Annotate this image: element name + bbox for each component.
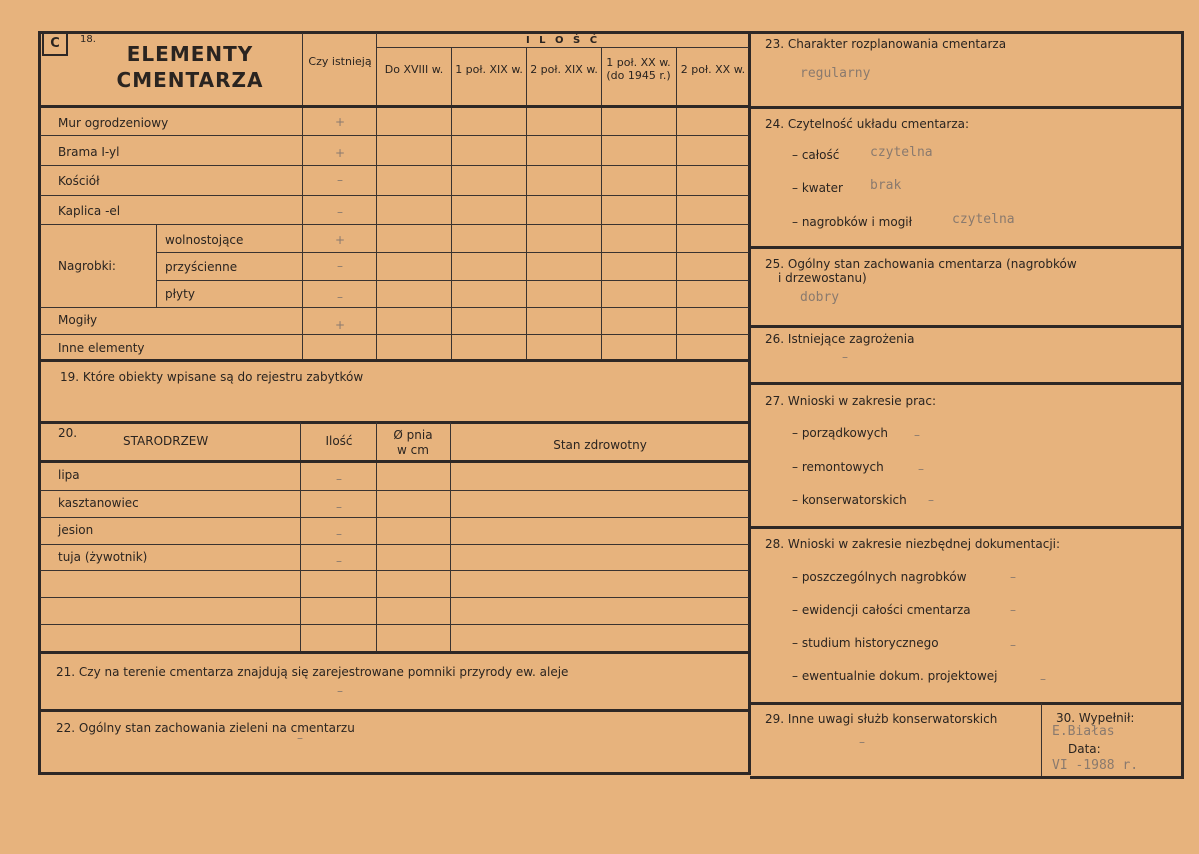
docs-whole-label: – ewidencji całości cmentarza [792,603,971,617]
tree-label-thuja: tuja (żywotnik) [58,550,148,564]
nagrobki-label: Nagrobki: [58,259,116,273]
section-21-text: 21. Czy na terenie cmentarza znajdują się zarejestrowane pomniki przyrody ew. aleje [56,665,569,679]
works-conservation-label: – konserwatorskich [792,493,907,507]
period-3: 2 poł. XIX w. [530,63,598,76]
period-5: 2 poł. XX w. [680,63,746,76]
docs-project-value: – [1040,672,1046,686]
section-25-value: dobry [800,290,840,305]
docs-graves-value: – [1010,570,1016,584]
row-exists-chapel: – [337,205,343,219]
col-exists-header: Czy istnieją [308,55,372,68]
row-label-gate: Brama I-yl [58,145,120,159]
section-22-value: – [297,731,303,745]
works-cleanup-value: – [914,428,920,442]
section-29-value: – [859,735,865,749]
legibility-quarters-value: brak [870,178,902,193]
period-2: 1 poł. XIX w. [455,63,523,76]
section-28-text: 28. Wnioski w zakresie niezbędnej dokumentacji: [765,537,1061,551]
row-label-church: Kościół [58,174,100,188]
period-4: 1 poł. XX w. (do 1945 r.) [606,56,671,82]
section-29-text: 29. Inne uwagi służb konserwatorskich [765,712,998,726]
works-repair-label: – remontowych [792,460,884,474]
period-1: Do XVIII w. [384,63,444,76]
section-letter-c: C [42,32,68,56]
section-23-value: regularny [800,66,871,81]
tree-label-lime: lipa [58,468,80,482]
tree-qty-ash: – [336,527,342,541]
section-18-title-2: CMENTARZA [116,68,264,92]
section-23-text: 23. Charakter rozplanowania cmentarza [765,37,1007,51]
section-18-number: 18. [80,34,96,45]
row-label-other: Inne elementy [58,341,145,355]
section-18-title-1: ELEMENTY [126,42,254,66]
docs-graves-label: – poszczególnych nagrobków [792,570,967,584]
docs-whole-value: – [1010,603,1016,617]
row-exists-wall: + [334,115,346,129]
tree-qty-thuja: – [336,554,342,568]
works-repair-value: – [918,462,924,476]
section-19-text: 19. Które obiekty wpisane są do rejestru zabytków [60,370,364,384]
col-diam-header-2: w cm [397,443,429,457]
filled-by-label: 30. Wypełnił: [1056,711,1135,725]
col-health-header: Stan zdrowotny [553,438,647,452]
row-label-wall: Mur ogrodzeniowy [58,116,169,130]
docs-history-value: – [1010,638,1016,652]
works-cleanup-label: – porządkowych [792,426,888,440]
tree-qty-chestnut: – [336,500,342,514]
section-24-text: 24. Czytelność układu cmentarza: [765,117,970,131]
quantity-header: I L O Ś Ć [525,35,601,46]
section-25-line-2: i drzewostanu) [778,271,867,285]
tree-label-chestnut: kasztanowiec [58,496,139,510]
works-conservation-value: – [928,493,934,507]
date-label: Data: [1068,742,1101,756]
row-label-wall-mounted: przyścienne [165,260,238,274]
row-exists-wall-mounted: – [337,259,343,273]
section-20-title: STARODRZEW [123,434,209,448]
row-label-freestanding: wolnostojące [165,233,244,247]
tree-label-ash: jesion [58,523,94,537]
row-label-chapel: Kaplica -el [58,204,121,218]
tree-qty-lime: – [336,472,342,486]
section-22-text: 22. Ogólny stan zachowania zieleni na cmentarzu [56,721,355,735]
row-exists-gate: + [334,146,346,160]
row-label-slabs: płyty [165,287,195,301]
legibility-quarters-label: – kwater [792,181,843,195]
docs-project-label: – ewentualnie dokum. projektowej [792,669,998,683]
date-value: VI -1988 r. [1052,758,1139,773]
section-20-number: 20. [58,426,78,440]
legibility-whole-label: – całość [792,148,840,162]
docs-history-label: – studium historycznego [792,636,939,650]
legibility-graves-value: czytelna [952,212,1015,227]
row-exists-slabs: – [337,290,343,304]
section-25-line-1: 25. Ogólny stan zachowania cmentarza (nagrobków [765,257,1077,271]
row-label-graves: Mogiły [58,313,98,327]
row-exists-freestanding: + [334,233,346,247]
col-diam-header-1: Ø pnia [393,428,433,442]
row-exists-graves: + [334,318,346,332]
legibility-graves-label: – nagrobków i mogił [792,215,913,229]
col-qty-header: Ilość [325,434,353,448]
row-exists-church: – [337,173,343,187]
section-26-text: 26. Istniejące zagrożenia [765,332,915,346]
section-27-text: 27. Wnioski w zakresie prac: [765,394,937,408]
section-21-value: – [337,684,343,698]
filled-by-name: E.Białas [1052,724,1115,739]
legibility-whole-value: czytelna [870,145,933,160]
section-26-value: – [842,350,848,364]
